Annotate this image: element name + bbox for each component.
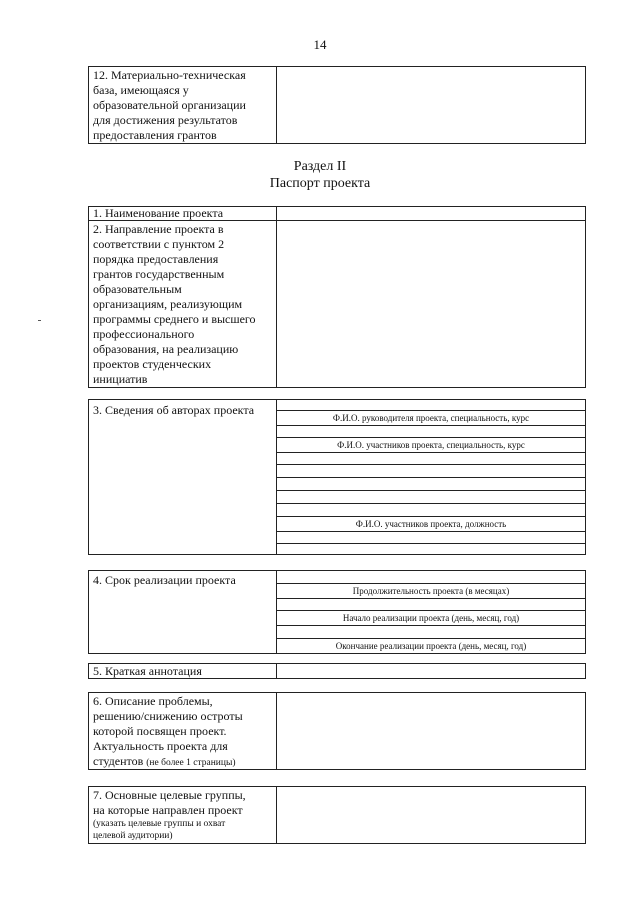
project-direction-label-cell — [89, 221, 277, 388]
label-line: соответствии с пунктом 2 — [93, 237, 225, 251]
label-line: для достижения результатов — [93, 113, 238, 127]
authors-table — [88, 399, 586, 555]
label-note: (не более 1 страницы) — [146, 758, 236, 768]
project-name-label: 1. Наименование проекта — [93, 206, 224, 220]
label-line: 7. Основные целевые группы, — [93, 788, 246, 802]
problem-label-cell — [89, 693, 277, 770]
authors-value-cell — [277, 400, 586, 555]
start-value-row[interactable] — [277, 599, 585, 611]
section-heading: Раздел II — [293, 159, 347, 174]
annotation-value-cell[interactable] — [277, 664, 586, 679]
project-name-value-cell[interactable] — [277, 207, 586, 221]
authors-leader-caption-row — [277, 411, 585, 426]
label-line: программы среднего и высшего — [93, 312, 256, 326]
participant-row[interactable] — [277, 478, 585, 491]
material-base-table — [88, 66, 586, 144]
scan-mark — [38, 320, 41, 321]
participant-row[interactable] — [277, 532, 585, 544]
end-caption: Окончание реализации проекта (день, месяц, год) — [335, 641, 527, 651]
project-name-direction-table — [88, 206, 586, 388]
annotation-label-cell — [89, 664, 277, 679]
section-title: Паспорт проекта — [269, 176, 371, 191]
problem-value-cell[interactable] — [277, 693, 586, 770]
authors-label: 3. Сведения об авторах проекта — [93, 403, 255, 417]
participant-row[interactable] — [277, 465, 585, 478]
label-line: на которые направлен проект — [93, 803, 243, 817]
label-line: порядка предоставления — [93, 252, 219, 266]
project-direction-value-cell[interactable] — [277, 221, 586, 388]
participants-position-caption-row — [277, 517, 585, 532]
label-line: 6. Описание проблемы, — [93, 694, 213, 708]
label-line: которой посвящен проект. — [93, 724, 227, 738]
label-line: организациям, реализующим — [93, 297, 243, 311]
annotation-table — [88, 663, 586, 679]
target-groups-label — [89, 787, 276, 842]
target-groups-value-cell[interactable] — [277, 787, 586, 844]
material-base-label — [89, 67, 276, 143]
page-number: 14 — [313, 37, 327, 52]
problem-description-table — [88, 692, 586, 770]
duration-value-row[interactable] — [277, 571, 585, 584]
problem-label — [89, 693, 276, 769]
authors-label-cell — [89, 400, 277, 555]
authors-leader-row[interactable] — [277, 400, 585, 411]
label-line: образовательным — [93, 282, 182, 296]
start-caption-row — [277, 611, 585, 626]
duration-caption-row — [277, 584, 585, 599]
label-line — [93, 754, 273, 769]
label-line: инициатив — [93, 372, 148, 386]
implementation-period-table — [88, 570, 586, 654]
participants-position-caption: Ф.И.О. участников проекта, должность — [355, 519, 507, 529]
target-groups-table — [88, 786, 586, 844]
label-line: проектов студенческих — [93, 357, 212, 371]
participant-row[interactable] — [277, 453, 585, 465]
participant-row[interactable] — [277, 491, 585, 504]
target-groups-label-cell — [89, 787, 277, 844]
duration-caption: Продолжительность проекта (в месяцах) — [352, 586, 510, 596]
label-line: решению/снижению остроты — [93, 709, 243, 723]
participants-caption: Ф.И.О. участников проекта, специальность, курс — [337, 440, 525, 450]
authors-row[interactable] — [277, 426, 585, 438]
period-value-cell — [277, 571, 586, 654]
label-line: 12. Материально-техническая — [93, 68, 246, 82]
end-value-row[interactable] — [277, 626, 585, 639]
participants-caption-row — [277, 438, 585, 453]
label-line: образовательной организации — [93, 98, 246, 112]
material-base-value-cell[interactable] — [277, 67, 586, 144]
material-base-label-cell — [89, 67, 277, 144]
start-caption: Начало реализации проекта (день, месяц, год) — [342, 613, 520, 623]
period-label: 4. Срок реализации проекта — [93, 573, 236, 587]
project-direction-label — [89, 221, 276, 387]
label-line: предоставления грантов — [93, 128, 217, 142]
annotation-label: 5. Краткая аннотация — [93, 664, 202, 678]
period-label-cell — [89, 571, 277, 654]
label-line: профессионального — [93, 327, 195, 341]
label-line: грантов государственным — [93, 267, 225, 281]
leader-caption: Ф.И.О. руководителя проекта, специальность, курс — [332, 413, 530, 423]
label-line: база, имеющаяся у — [93, 83, 189, 97]
label-line: образования, на реализацию — [93, 342, 239, 356]
label-note: целевой аудитории) — [93, 831, 173, 841]
project-name-label-cell — [89, 207, 277, 221]
label-text: студентов — [93, 754, 144, 768]
label-line: Актуальность проекта для — [93, 739, 228, 753]
label-line: 2. Направление проекта в — [93, 222, 224, 236]
end-caption-row — [277, 639, 585, 653]
participant-row[interactable] — [277, 544, 585, 554]
participant-row[interactable] — [277, 504, 585, 517]
label-note: (указать целевые группы и охват — [93, 819, 226, 829]
